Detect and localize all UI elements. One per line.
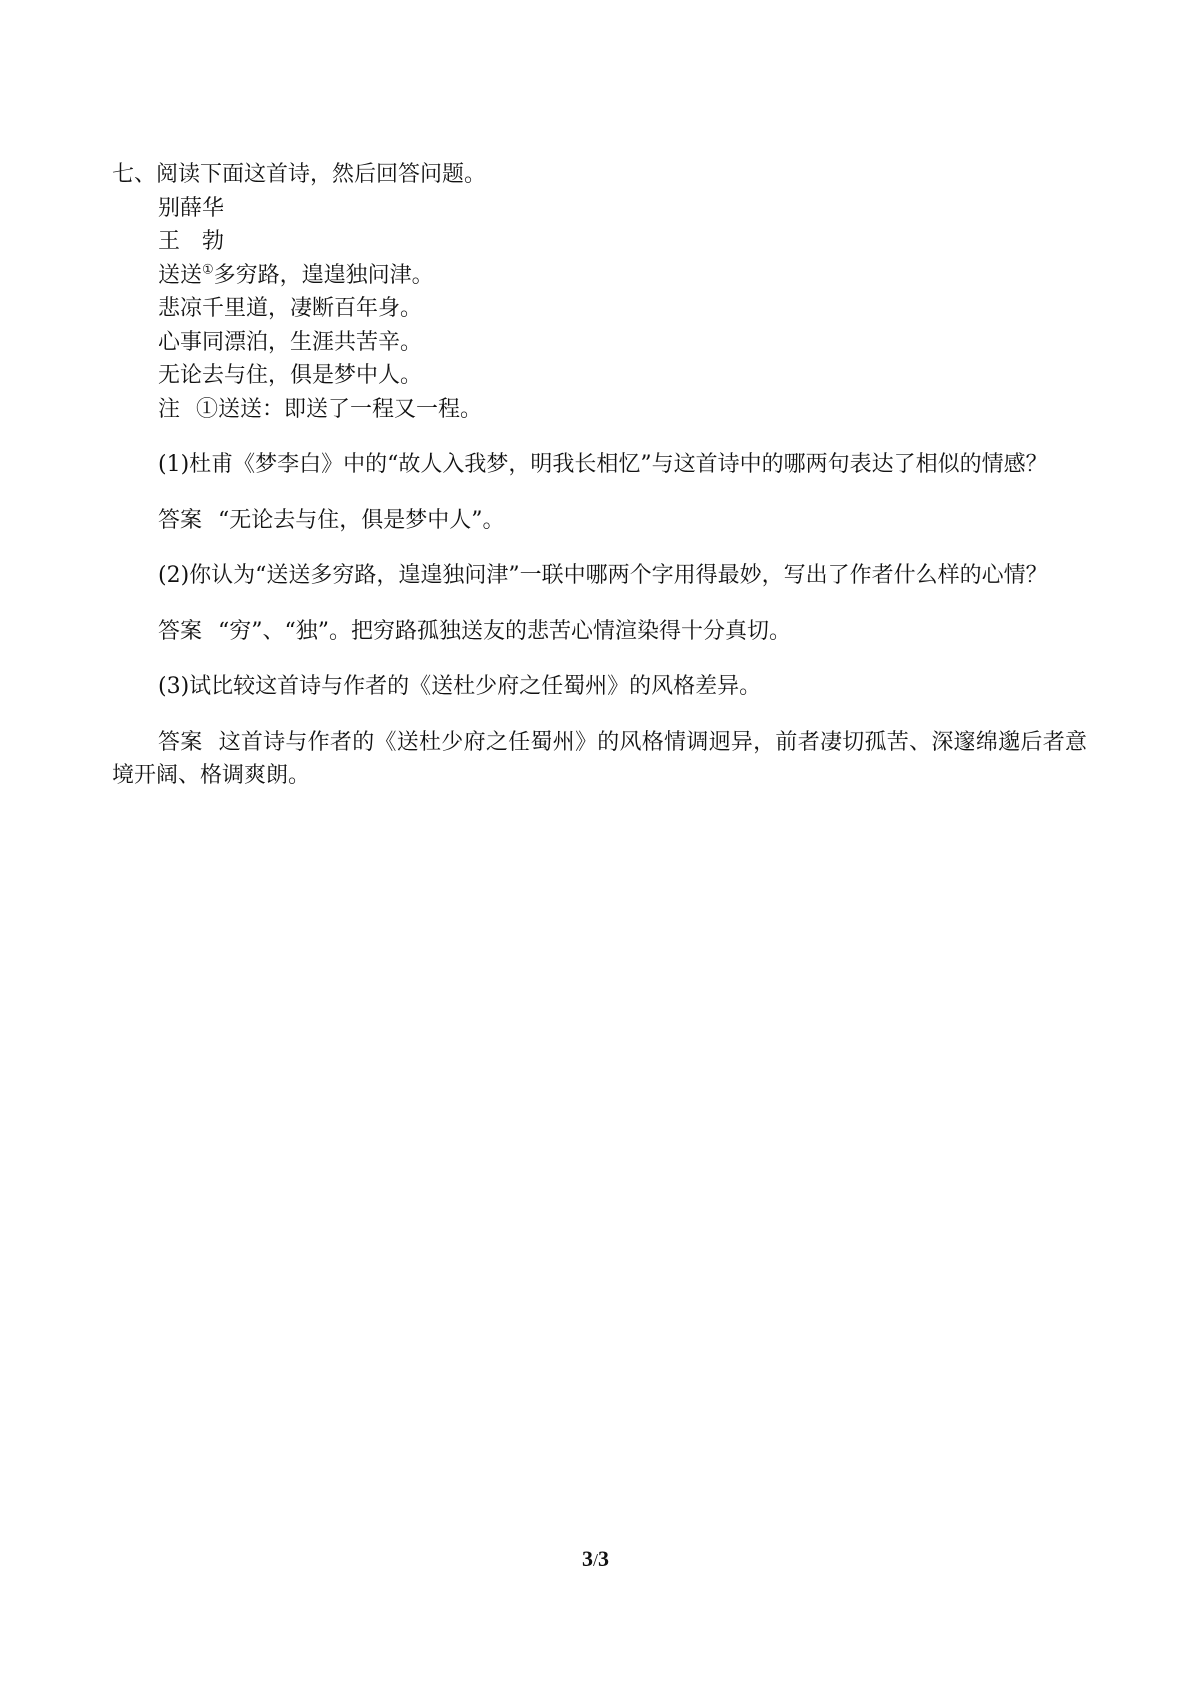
footnote-mark: ①	[202, 262, 214, 278]
document-body	[112, 158, 1087, 815]
note-label: 注	[158, 396, 181, 422]
question-3: (3)试比较这首诗与作者的《送杜少府之任蜀州》的风格差异。	[158, 674, 762, 699]
question-2: (2)你认为“送送多穷路，遑遑独问津”一联中哪两个字用得最妙，写出了作者什么样的心情？	[158, 563, 1048, 588]
answer-1-text: “无论去与住，俱是梦中人”。	[218, 507, 505, 533]
question-heading: 七、阅读下面这首诗，然后回答问题。	[112, 162, 487, 187]
page-number	[0, 1546, 1191, 1572]
note-text: ①送送：即送了一程又一程。	[196, 396, 483, 422]
answer-3-text: 这首诗与作者的《送杜少府之任蜀州》的风格情调迥异，前者凄切孤苦、深邃绵邈后者意境开阔、格调爽朗。	[112, 729, 1087, 788]
poem-author: 王 勃	[158, 229, 225, 254]
answer-2-label: 答案	[158, 618, 203, 644]
answer-2-text: “穷”、“独”。把穷路孤独送友的悲苦心情渲染得十分真切。	[218, 618, 792, 644]
poem-line-1-end: 多穷路，遑遑独问津。	[213, 262, 434, 288]
poem-title: 别薛华	[158, 195, 225, 221]
answer-3-label: 答案	[158, 729, 203, 755]
poem-note	[112, 393, 1087, 427]
answer-1	[112, 504, 1087, 538]
answer-1-label: 答案	[158, 507, 203, 533]
poem-line-1-start: 送送	[158, 262, 203, 288]
poem-line-2: 悲凉千里道，凄断百年身。	[158, 296, 423, 321]
page-separator: /	[592, 1550, 598, 1570]
total-pages: 3	[598, 1546, 609, 1571]
answer-2	[112, 615, 1087, 649]
poem-line-4: 无论去与住，俱是梦中人。	[158, 363, 423, 388]
question-1: (1)杜甫《梦李白》中的“故人入我梦，明我长相忆”与这首诗中的哪两句表达了相似的情感？	[158, 452, 1048, 477]
poem-line-1	[112, 259, 1087, 293]
poem-line-3: 心事同漂泊，生涯共苦辛。	[158, 329, 423, 355]
answer-3	[112, 726, 1087, 793]
current-page: 3	[581, 1546, 593, 1571]
